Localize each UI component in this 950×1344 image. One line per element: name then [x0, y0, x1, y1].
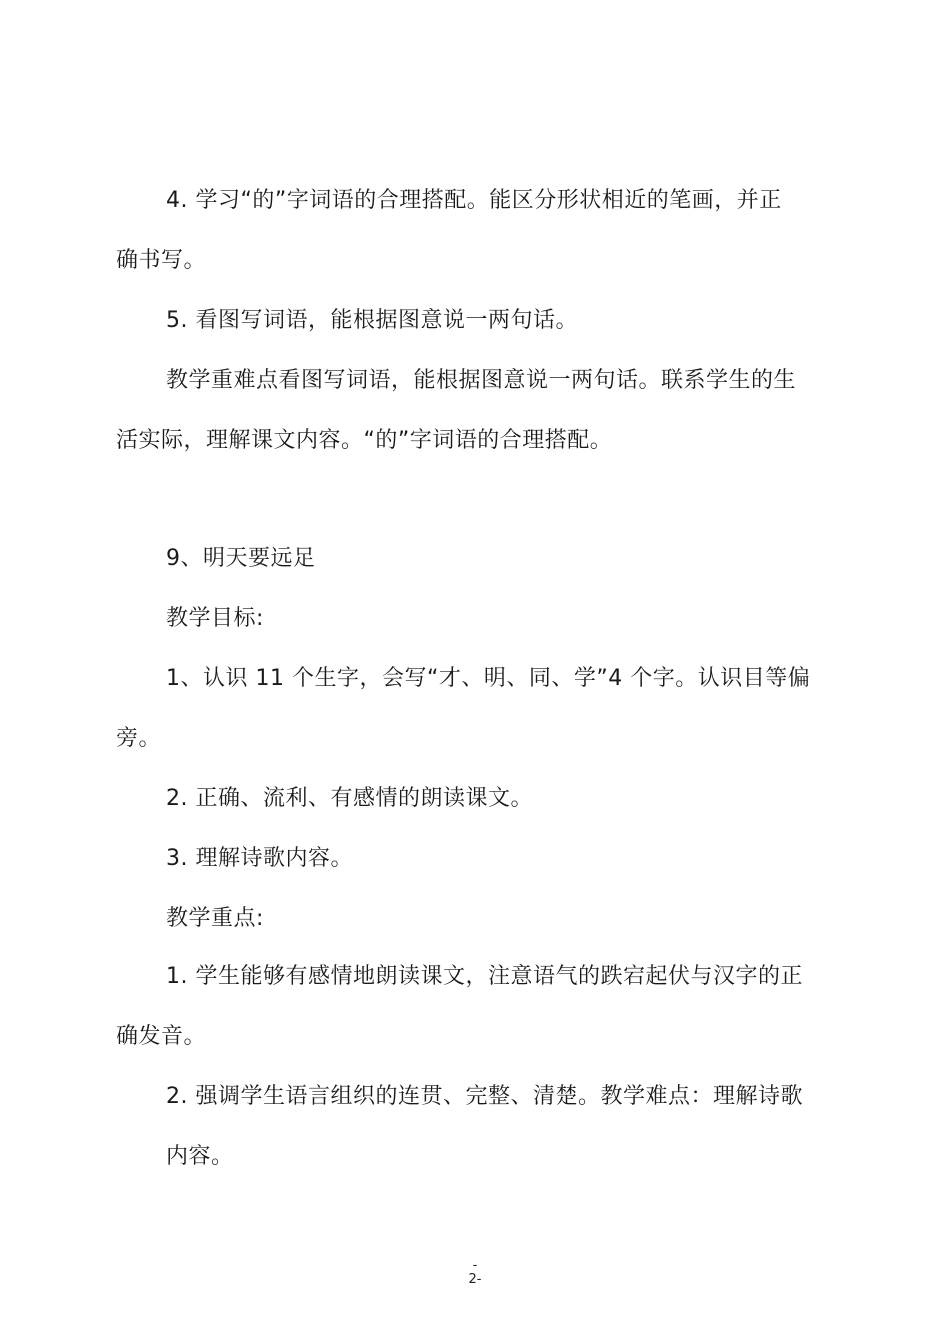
- paragraph-line: 旁。: [116, 726, 162, 751]
- page-footer-dash: -: [472, 1258, 478, 1273]
- paragraph-line: 2. 强调学生语言组织的连贯、完整、清楚。教学难点：理解诗歌: [166, 1084, 803, 1109]
- paragraph-line: 5. 看图写词语，能根据图意说一两句话。: [166, 308, 578, 333]
- page-number: 2-: [468, 1272, 482, 1287]
- paragraph-line: 教学目标:: [166, 606, 264, 631]
- paragraph-line: 教学重难点看图写词语，能根据图意说一两句话。联系学生的生: [166, 368, 797, 393]
- paragraph-line: 确书写。: [116, 248, 207, 273]
- paragraph-line: 1. 学生能够有感情地朗读课文，注意语气的跌宕起伏与汉字的正: [166, 964, 803, 989]
- paragraph-line: 3. 理解诗歌内容。: [166, 846, 353, 871]
- paragraph-line: 内容。: [166, 1144, 234, 1169]
- paragraph-line: 教学重点:: [166, 906, 264, 931]
- paragraph-line: 1、认识 11 个生字，会写“才、明、同、学”4 个字。认识目等偏: [166, 666, 811, 691]
- paragraph-line: 活实际，理解课文内容。“的”字词语的合理搭配。: [116, 428, 613, 453]
- paragraph-line: 4. 学习“的”字词语的合理搭配。能区分形状相近的笔画，并正: [166, 188, 782, 213]
- paragraph-line: 2. 正确、流利、有感情的朗读课文。: [166, 786, 533, 811]
- section-title: 9、明天要远足: [166, 546, 316, 571]
- paragraph-line: 确发音。: [116, 1024, 207, 1049]
